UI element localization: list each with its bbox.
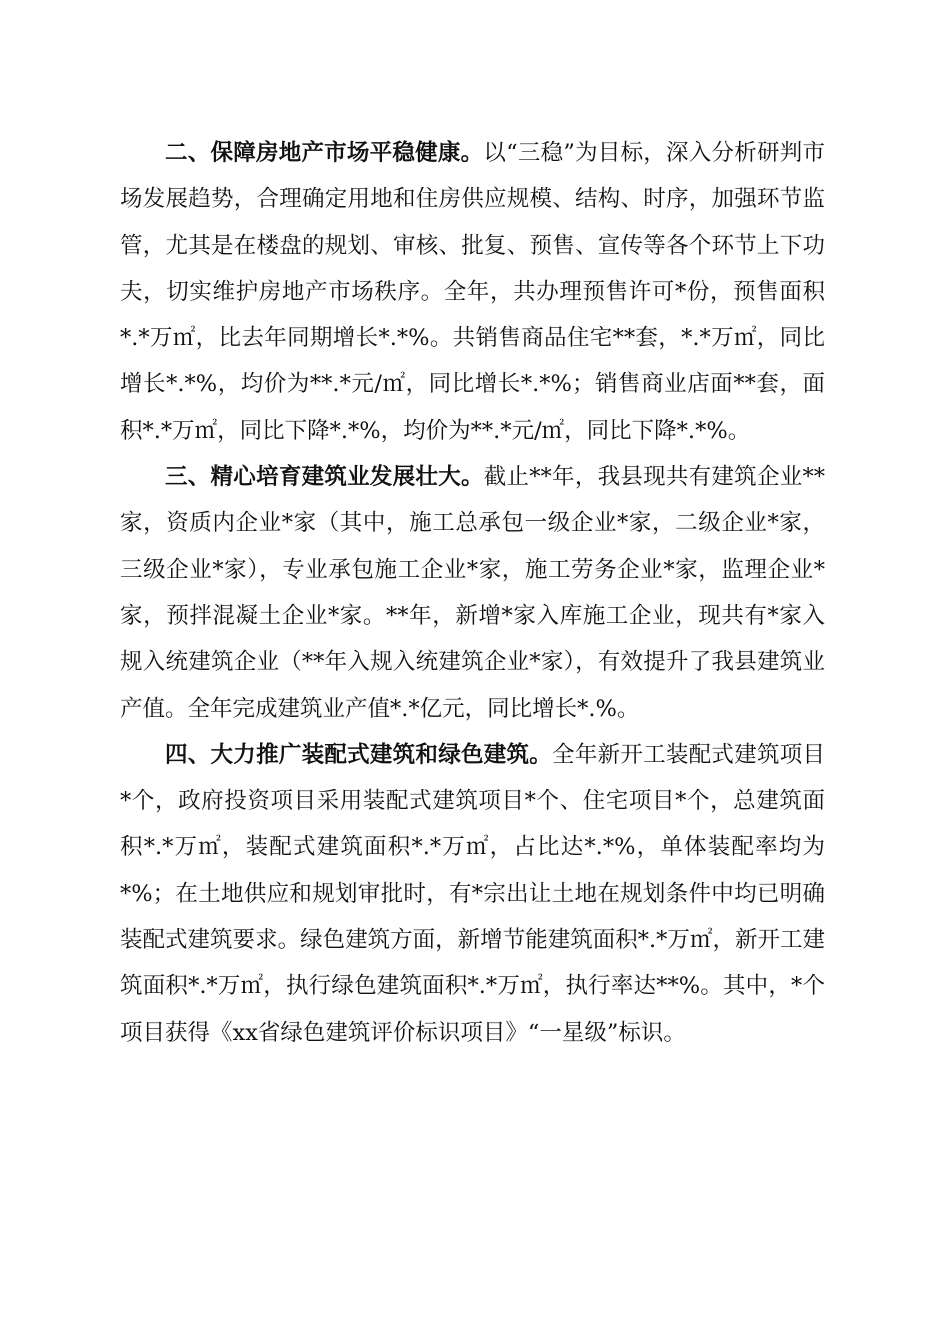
section-body-two: 以“三稳”为目标，深入分析研判市场发展趋势，合理确定用地和住房供应规模、结构、时序，加强环节监管，尤其是在楼盘的规划、审核、批复、预售、宣传等各个环节上下功夫，切实维护房地产市场秩序。全年，共办理预售许可*份，预售面积*.*万㎡，比去年同期增长*.*%。共销售商品住宅**套，*.*万㎡，同比增长*.*%，均价为**.*元/㎡，同比增长*.*%；销售商业店面**套，面积*.*万㎡，同比下降*.*%，均价为**.*元/㎡，同比下降*.*%。 bbox=[120, 140, 825, 444]
section-heading-three: 三、精心培育建筑业发展壮大。 bbox=[165, 464, 484, 491]
section-body-three: 截止**年，我县现共有建筑企业**家，资质内企业*家（其中，施工总承包一级企业*家，二级企业*家，三级企业*家），专业承包施工企业*家，施工劳务企业*家，监理企业*家，预拌混凝土企业*家。**年，新增*家入库施工企业，现共有*家入规入统建筑企业（**年入规入统建筑企业*家），有效提升了我县建筑业产值。全年完成建筑业产值*.*亿元，同比增长*.%。 bbox=[120, 464, 825, 722]
document-page bbox=[120, 130, 825, 1056]
section-body-four: 全年新开工装配式建筑项目*个，政府投资项目采用装配式建筑项目*个、住宅项目*个，总建筑面积*.*万㎡，装配式建筑面积*.*万㎡，占比达*.*%，单体装配率均为*%；在土地供应和规划审批时，有*宗出让土地在规划条件中均已明确装配式建筑要求。绿色建筑方面，新增节能建筑面积*.*万㎡，新开工建筑面积*.*万㎡，执行绿色建筑面积*.*万㎡，执行率达**%。其中，*个项目获得《xx省绿色建筑评价标识项目》“一星级”标识。 bbox=[120, 741, 825, 1046]
section-heading-two: 二、保障房地产市场平稳健康。 bbox=[165, 140, 484, 166]
paragraph-real-estate-market bbox=[120, 130, 825, 454]
paragraph-construction-industry bbox=[120, 454, 825, 732]
section-heading-four: 四、大力推广装配式建筑和绿色建筑。 bbox=[165, 741, 553, 768]
paragraph-prefab-green-building bbox=[120, 732, 825, 1056]
